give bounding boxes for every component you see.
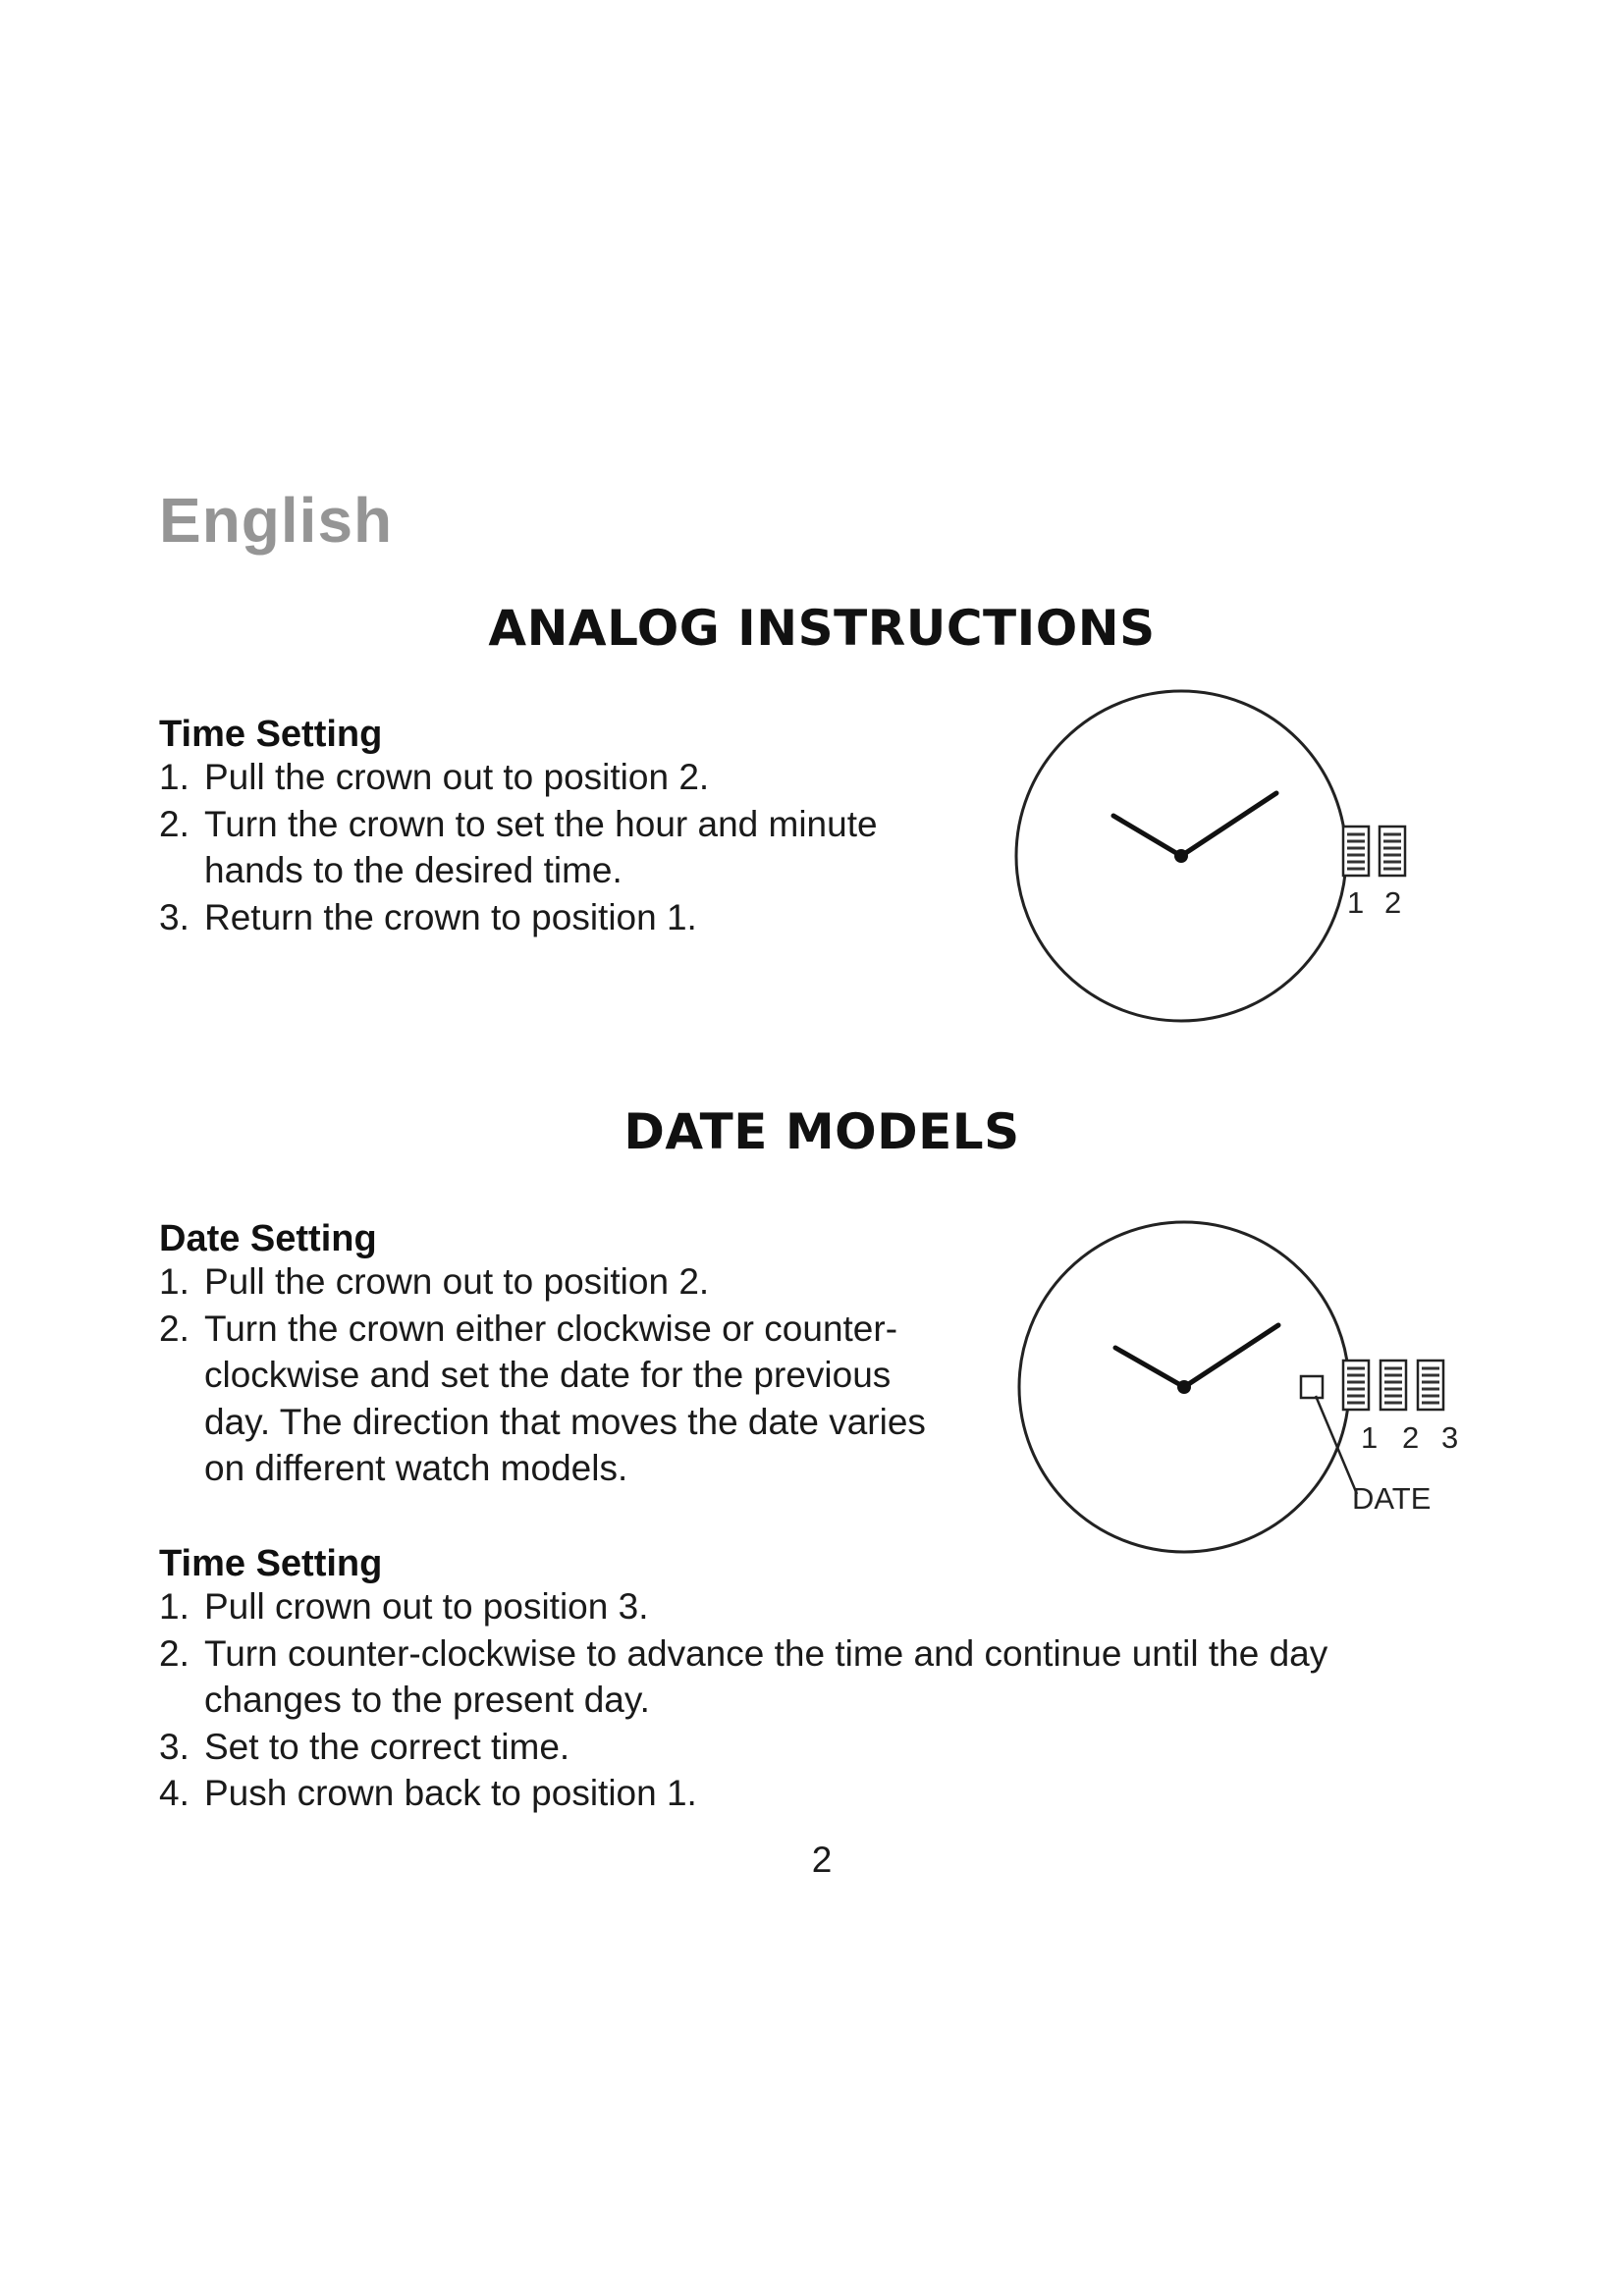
crown-icon xyxy=(1343,827,1405,876)
analog-instructions-title: ANALOG INSTRUCTIONS xyxy=(488,600,1156,657)
step-text: Turn the crown either clockwise or counter-clockwise and set the date for the previous day. The direction that moves the date varies on different watch models. xyxy=(204,1308,926,1488)
date-models-title: DATE MODELS xyxy=(623,1103,1020,1160)
crown-position-3-label: 3 xyxy=(1441,1420,1459,1455)
list-item xyxy=(159,801,945,894)
step-text: Pull crown out to position 3. xyxy=(204,1586,649,1627)
step-number: 2. xyxy=(159,803,189,844)
crown-position-1-label: 1 xyxy=(1361,1420,1379,1455)
date-models-time-setting-steps xyxy=(159,1583,1465,1817)
step-number: 2. xyxy=(159,1632,189,1674)
date-label: DATE xyxy=(1352,1481,1432,1516)
list-item xyxy=(159,1770,1465,1817)
step-number: 1. xyxy=(159,1261,189,1302)
date-setting-heading: Date Setting xyxy=(159,1218,377,1259)
step-number: 3. xyxy=(159,896,189,937)
crown-position-2-label: 2 xyxy=(1384,885,1402,920)
list-item xyxy=(159,1583,1465,1630)
list-item xyxy=(159,1630,1465,1724)
date-models-time-setting-heading: Time Setting xyxy=(159,1543,383,1584)
hour-hand xyxy=(1113,816,1181,856)
step-text: Pull the crown out to position 2. xyxy=(204,1261,710,1302)
date-setting-steps xyxy=(159,1258,964,1492)
step-text: Set to the correct time. xyxy=(204,1726,570,1767)
hand-pivot xyxy=(1174,849,1188,863)
language-title: English xyxy=(159,485,394,556)
step-text: Return the crown to position 1. xyxy=(204,896,697,937)
hand-pivot xyxy=(1177,1380,1191,1394)
minute-hand xyxy=(1181,793,1276,856)
step-number: 2. xyxy=(159,1308,189,1349)
minute-hand xyxy=(1184,1325,1278,1387)
list-item xyxy=(159,894,945,941)
analog-time-setting-steps xyxy=(159,754,945,940)
list-item xyxy=(159,1306,964,1492)
date-watch-diagram xyxy=(982,1207,1492,1571)
step-number: 1. xyxy=(159,1586,189,1627)
crown-position-1-label: 1 xyxy=(1347,885,1365,920)
analog-time-setting-heading: Time Setting xyxy=(159,714,383,755)
step-text: Pull the crown out to position 2. xyxy=(204,757,710,797)
crown-position-2-label: 2 xyxy=(1402,1420,1420,1455)
crown-icon xyxy=(1343,1361,1443,1410)
list-item xyxy=(159,1724,1465,1771)
date-window-icon xyxy=(1301,1376,1323,1398)
step-text: Turn the crown to set the hour and minute hands to the desired time. xyxy=(204,803,878,890)
step-text: Push crown back to position 1. xyxy=(204,1773,697,1813)
list-item xyxy=(159,1258,964,1306)
list-item xyxy=(159,754,945,801)
step-number: 3. xyxy=(159,1726,189,1767)
page-number: 2 xyxy=(811,1840,833,1880)
hour-hand xyxy=(1115,1348,1184,1387)
step-text: Turn counter-clockwise to advance the time and continue until the day changes to the present day. xyxy=(204,1632,1328,1720)
analog-watch-diagram xyxy=(982,677,1453,1031)
step-number: 1. xyxy=(159,757,189,797)
step-number: 4. xyxy=(159,1773,189,1813)
